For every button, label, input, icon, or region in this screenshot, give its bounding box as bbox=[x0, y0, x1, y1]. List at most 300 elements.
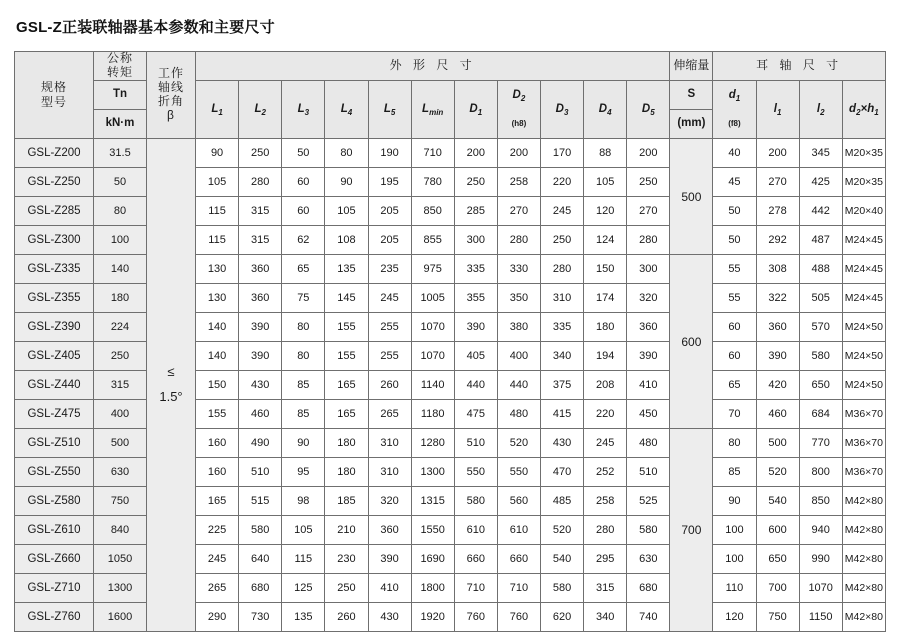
cell-l1: 360 bbox=[756, 313, 799, 342]
cell-l1: 278 bbox=[756, 197, 799, 226]
cell-L4: 155 bbox=[325, 313, 368, 342]
cell-D3: 620 bbox=[541, 603, 584, 632]
cell-expansion: 700 bbox=[670, 429, 713, 632]
table-row bbox=[15, 545, 886, 574]
cell-d1: 100 bbox=[713, 545, 756, 574]
cell-L4: 80 bbox=[325, 139, 368, 168]
header-d2h1: $d_2\times h_1$ bbox=[842, 81, 885, 139]
header-D3: $D_3$ bbox=[541, 81, 584, 139]
table-row bbox=[15, 487, 886, 516]
cell-L4: 155 bbox=[325, 342, 368, 371]
header-d1-tol: (f8) bbox=[713, 110, 756, 139]
cell-D2: 710 bbox=[497, 574, 540, 603]
cell-l2: 487 bbox=[799, 226, 842, 255]
cell-Lmin: 1280 bbox=[411, 429, 454, 458]
cell-D4: 150 bbox=[584, 255, 627, 284]
cell-D5: 200 bbox=[627, 139, 670, 168]
cell-L3: 105 bbox=[282, 516, 325, 545]
cell-D5: 390 bbox=[627, 342, 670, 371]
cell-torque: 840 bbox=[94, 516, 147, 545]
table-body bbox=[15, 139, 886, 632]
cell-D3: 430 bbox=[541, 429, 584, 458]
cell-L1: 140 bbox=[196, 342, 239, 371]
cell-l1: 540 bbox=[756, 487, 799, 516]
cell-D4: 105 bbox=[584, 168, 627, 197]
cell-d1: 40 bbox=[713, 139, 756, 168]
cell-D1: 440 bbox=[454, 371, 497, 400]
cell-d1: 55 bbox=[713, 255, 756, 284]
cell-d2h1: M36×70 bbox=[842, 429, 885, 458]
cell-D3: 520 bbox=[541, 516, 584, 545]
cell-L3: 90 bbox=[282, 429, 325, 458]
cell-D5: 300 bbox=[627, 255, 670, 284]
cell-Lmin: 1800 bbox=[411, 574, 454, 603]
cell-D3: 580 bbox=[541, 574, 584, 603]
cell-L1: 115 bbox=[196, 197, 239, 226]
cell-L3: 85 bbox=[282, 400, 325, 429]
cell-L5: 260 bbox=[368, 371, 411, 400]
cell-D4: 258 bbox=[584, 487, 627, 516]
cell-torque: 80 bbox=[94, 197, 147, 226]
header-D2: $D_2$ bbox=[497, 81, 540, 110]
cell-l1: 200 bbox=[756, 139, 799, 168]
cell-d2h1: M20×35 bbox=[842, 139, 885, 168]
cell-L5: 265 bbox=[368, 400, 411, 429]
cell-L2: 315 bbox=[239, 226, 282, 255]
header-L5: $L_5$ bbox=[368, 81, 411, 139]
cell-D1: 390 bbox=[454, 313, 497, 342]
cell-D1: 660 bbox=[454, 545, 497, 574]
cell-D2: 610 bbox=[497, 516, 540, 545]
cell-L1: 140 bbox=[196, 313, 239, 342]
header-row-1 bbox=[15, 52, 886, 81]
cell-L3: 50 bbox=[282, 139, 325, 168]
cell-D3: 220 bbox=[541, 168, 584, 197]
cell-Lmin: 975 bbox=[411, 255, 454, 284]
table-row bbox=[15, 400, 886, 429]
cell-L1: 155 bbox=[196, 400, 239, 429]
cell-d1: 80 bbox=[713, 429, 756, 458]
cell-D4: 295 bbox=[584, 545, 627, 574]
header-L1: $L_1$ bbox=[196, 81, 239, 139]
cell-D2: 480 bbox=[497, 400, 540, 429]
table-row bbox=[15, 139, 886, 168]
cell-L4: 108 bbox=[325, 226, 368, 255]
cell-D4: 174 bbox=[584, 284, 627, 313]
cell-L4: 210 bbox=[325, 516, 368, 545]
cell-L1: 245 bbox=[196, 545, 239, 574]
header-angle: 工作 轴线 折角 β bbox=[147, 52, 196, 139]
cell-L4: 165 bbox=[325, 400, 368, 429]
cell-D3: 540 bbox=[541, 545, 584, 574]
cell-D2: 258 bbox=[497, 168, 540, 197]
cell-D4: 88 bbox=[584, 139, 627, 168]
header-D5: $D_5$ bbox=[627, 81, 670, 139]
table-row bbox=[15, 313, 886, 342]
cell-expansion: 500 bbox=[670, 139, 713, 255]
cell-torque: 1300 bbox=[94, 574, 147, 603]
cell-model: GSL-Z660 bbox=[15, 545, 94, 574]
cell-L5: 195 bbox=[368, 168, 411, 197]
cell-torque: 750 bbox=[94, 487, 147, 516]
header-L4: $L_4$ bbox=[325, 81, 368, 139]
cell-L5: 390 bbox=[368, 545, 411, 574]
cell-d1: 60 bbox=[713, 342, 756, 371]
cell-model: GSL-Z355 bbox=[15, 284, 94, 313]
header-l2: $l_2$ bbox=[799, 81, 842, 139]
cell-torque: 1050 bbox=[94, 545, 147, 574]
cell-D2: 560 bbox=[497, 487, 540, 516]
cell-d2h1: M42×80 bbox=[842, 574, 885, 603]
header-expansion: 伸缩量 bbox=[670, 52, 713, 81]
cell-D4: 252 bbox=[584, 458, 627, 487]
cell-D5: 480 bbox=[627, 429, 670, 458]
cell-L1: 150 bbox=[196, 371, 239, 400]
cell-D4: 208 bbox=[584, 371, 627, 400]
table-row bbox=[15, 429, 886, 458]
cell-D2: 550 bbox=[497, 458, 540, 487]
cell-D1: 710 bbox=[454, 574, 497, 603]
cell-L3: 60 bbox=[282, 197, 325, 226]
cell-L3: 60 bbox=[282, 168, 325, 197]
cell-d1: 110 bbox=[713, 574, 756, 603]
cell-D4: 180 bbox=[584, 313, 627, 342]
cell-L3: 62 bbox=[282, 226, 325, 255]
cell-torque: 50 bbox=[94, 168, 147, 197]
cell-D1: 335 bbox=[454, 255, 497, 284]
cell-l2: 505 bbox=[799, 284, 842, 313]
header-model: 规格 型号 bbox=[15, 52, 94, 139]
header-row-2 bbox=[15, 81, 886, 110]
cell-model: GSL-Z200 bbox=[15, 139, 94, 168]
cell-L1: 105 bbox=[196, 168, 239, 197]
cell-l2: 770 bbox=[799, 429, 842, 458]
table-row bbox=[15, 255, 886, 284]
cell-d1: 85 bbox=[713, 458, 756, 487]
header-L3: $L_3$ bbox=[282, 81, 325, 139]
cell-L1: 225 bbox=[196, 516, 239, 545]
header-expansion-symbol: S bbox=[670, 81, 713, 110]
cell-D3: 415 bbox=[541, 400, 584, 429]
cell-d2h1: M20×35 bbox=[842, 168, 885, 197]
cell-D2: 200 bbox=[497, 139, 540, 168]
cell-Lmin: 1300 bbox=[411, 458, 454, 487]
header-flange: 耳 轴 尺 寸 bbox=[713, 52, 886, 81]
cell-torque: 31.5 bbox=[94, 139, 147, 168]
cell-torque: 500 bbox=[94, 429, 147, 458]
cell-d1: 100 bbox=[713, 516, 756, 545]
cell-d2h1: M42×80 bbox=[842, 487, 885, 516]
table-row bbox=[15, 603, 886, 632]
cell-Lmin: 1070 bbox=[411, 342, 454, 371]
cell-d1: 70 bbox=[713, 400, 756, 429]
cell-D1: 250 bbox=[454, 168, 497, 197]
cell-D2: 760 bbox=[497, 603, 540, 632]
cell-L2: 360 bbox=[239, 255, 282, 284]
cell-Lmin: 1140 bbox=[411, 371, 454, 400]
cell-L3: 135 bbox=[282, 603, 325, 632]
cell-D1: 405 bbox=[454, 342, 497, 371]
cell-L2: 280 bbox=[239, 168, 282, 197]
cell-L2: 680 bbox=[239, 574, 282, 603]
cell-D3: 485 bbox=[541, 487, 584, 516]
cell-D2: 270 bbox=[497, 197, 540, 226]
cell-D3: 170 bbox=[541, 139, 584, 168]
cell-L4: 145 bbox=[325, 284, 368, 313]
cell-D5: 630 bbox=[627, 545, 670, 574]
cell-l2: 345 bbox=[799, 139, 842, 168]
cell-l1: 520 bbox=[756, 458, 799, 487]
cell-model: GSL-Z610 bbox=[15, 516, 94, 545]
cell-Lmin: 1690 bbox=[411, 545, 454, 574]
cell-D4: 124 bbox=[584, 226, 627, 255]
cell-D3: 250 bbox=[541, 226, 584, 255]
cell-Lmin: 1920 bbox=[411, 603, 454, 632]
table-row bbox=[15, 458, 886, 487]
cell-torque: 630 bbox=[94, 458, 147, 487]
cell-d2h1: M24×45 bbox=[842, 284, 885, 313]
spec-table-container bbox=[0, 37, 900, 632]
table-row bbox=[15, 574, 886, 603]
cell-model: GSL-Z285 bbox=[15, 197, 94, 226]
cell-l1: 650 bbox=[756, 545, 799, 574]
header-d1: $d_1$ bbox=[713, 81, 756, 110]
cell-D1: 285 bbox=[454, 197, 497, 226]
cell-L5: 190 bbox=[368, 139, 411, 168]
cell-torque: 400 bbox=[94, 400, 147, 429]
cell-D5: 410 bbox=[627, 371, 670, 400]
cell-L5: 360 bbox=[368, 516, 411, 545]
cell-l1: 322 bbox=[756, 284, 799, 313]
cell-l1: 292 bbox=[756, 226, 799, 255]
cell-Lmin: 1005 bbox=[411, 284, 454, 313]
cell-D3: 470 bbox=[541, 458, 584, 487]
cell-L5: 255 bbox=[368, 342, 411, 371]
cell-D5: 525 bbox=[627, 487, 670, 516]
cell-l2: 1150 bbox=[799, 603, 842, 632]
cell-L1: 160 bbox=[196, 458, 239, 487]
header-Lmin: $L_{min}$ bbox=[411, 81, 454, 139]
cell-L2: 730 bbox=[239, 603, 282, 632]
cell-Lmin: 855 bbox=[411, 226, 454, 255]
cell-l2: 580 bbox=[799, 342, 842, 371]
cell-d1: 45 bbox=[713, 168, 756, 197]
cell-D3: 375 bbox=[541, 371, 584, 400]
cell-Lmin: 1180 bbox=[411, 400, 454, 429]
cell-L5: 205 bbox=[368, 226, 411, 255]
cell-L1: 290 bbox=[196, 603, 239, 632]
cell-d1: 55 bbox=[713, 284, 756, 313]
cell-d2h1: M24×50 bbox=[842, 313, 885, 342]
cell-D4: 315 bbox=[584, 574, 627, 603]
cell-D2: 350 bbox=[497, 284, 540, 313]
cell-torque: 100 bbox=[94, 226, 147, 255]
cell-d2h1: M24×45 bbox=[842, 255, 885, 284]
cell-model: GSL-Z580 bbox=[15, 487, 94, 516]
cell-model: GSL-Z250 bbox=[15, 168, 94, 197]
cell-D3: 340 bbox=[541, 342, 584, 371]
cell-L2: 360 bbox=[239, 284, 282, 313]
cell-d1: 50 bbox=[713, 197, 756, 226]
cell-d2h1: M24×45 bbox=[842, 226, 885, 255]
header-l1: $l_1$ bbox=[756, 81, 799, 139]
cell-l1: 270 bbox=[756, 168, 799, 197]
cell-L2: 250 bbox=[239, 139, 282, 168]
cell-D2: 440 bbox=[497, 371, 540, 400]
cell-L3: 80 bbox=[282, 313, 325, 342]
cell-D2: 280 bbox=[497, 226, 540, 255]
cell-D3: 310 bbox=[541, 284, 584, 313]
header-torque-unit: kN·m bbox=[94, 110, 147, 139]
cell-D1: 610 bbox=[454, 516, 497, 545]
cell-l2: 990 bbox=[799, 545, 842, 574]
cell-Lmin: 710 bbox=[411, 139, 454, 168]
header-torque-title: 公称 转矩 bbox=[94, 52, 147, 81]
cell-L5: 310 bbox=[368, 429, 411, 458]
cell-L4: 135 bbox=[325, 255, 368, 284]
cell-D4: 340 bbox=[584, 603, 627, 632]
cell-D5: 280 bbox=[627, 226, 670, 255]
cell-model: GSL-Z550 bbox=[15, 458, 94, 487]
table-row bbox=[15, 516, 886, 545]
cell-model: GSL-Z440 bbox=[15, 371, 94, 400]
cell-d1: 50 bbox=[713, 226, 756, 255]
table-head bbox=[15, 52, 886, 139]
cell-D5: 680 bbox=[627, 574, 670, 603]
cell-torque: 1600 bbox=[94, 603, 147, 632]
cell-L4: 180 bbox=[325, 458, 368, 487]
cell-L4: 180 bbox=[325, 429, 368, 458]
cell-l2: 850 bbox=[799, 487, 842, 516]
cell-l2: 650 bbox=[799, 371, 842, 400]
cell-model: GSL-Z390 bbox=[15, 313, 94, 342]
cell-l1: 420 bbox=[756, 371, 799, 400]
cell-D4: 245 bbox=[584, 429, 627, 458]
cell-D1: 355 bbox=[454, 284, 497, 313]
cell-Lmin: 1550 bbox=[411, 516, 454, 545]
cell-L1: 165 bbox=[196, 487, 239, 516]
cell-D1: 760 bbox=[454, 603, 497, 632]
header-L2: $L_2$ bbox=[239, 81, 282, 139]
cell-L2: 390 bbox=[239, 313, 282, 342]
cell-torque: 315 bbox=[94, 371, 147, 400]
cell-model: GSL-Z335 bbox=[15, 255, 94, 284]
cell-L4: 90 bbox=[325, 168, 368, 197]
cell-L1: 160 bbox=[196, 429, 239, 458]
cell-L3: 80 bbox=[282, 342, 325, 371]
cell-d2h1: M42×80 bbox=[842, 516, 885, 545]
table-row bbox=[15, 226, 886, 255]
header-D1: $D_1$ bbox=[454, 81, 497, 139]
cell-d2h1: M42×80 bbox=[842, 545, 885, 574]
cell-D1: 550 bbox=[454, 458, 497, 487]
cell-L3: 95 bbox=[282, 458, 325, 487]
cell-D4: 220 bbox=[584, 400, 627, 429]
header-outer-dims: 外 形 尺 寸 bbox=[196, 52, 670, 81]
cell-L4: 105 bbox=[325, 197, 368, 226]
cell-L3: 115 bbox=[282, 545, 325, 574]
cell-L3: 125 bbox=[282, 574, 325, 603]
cell-d2h1: M42×80 bbox=[842, 603, 885, 632]
cell-L4: 165 bbox=[325, 371, 368, 400]
cell-D5: 510 bbox=[627, 458, 670, 487]
cell-d2h1: M36×70 bbox=[842, 400, 885, 429]
cell-L2: 460 bbox=[239, 400, 282, 429]
cell-D3: 245 bbox=[541, 197, 584, 226]
cell-D3: 335 bbox=[541, 313, 584, 342]
cell-d1: 90 bbox=[713, 487, 756, 516]
cell-L2: 390 bbox=[239, 342, 282, 371]
cell-model: GSL-Z710 bbox=[15, 574, 94, 603]
cell-L2: 515 bbox=[239, 487, 282, 516]
table-row bbox=[15, 342, 886, 371]
cell-D1: 580 bbox=[454, 487, 497, 516]
cell-D3: 280 bbox=[541, 255, 584, 284]
cell-D4: 194 bbox=[584, 342, 627, 371]
cell-Lmin: 850 bbox=[411, 197, 454, 226]
cell-torque: 180 bbox=[94, 284, 147, 313]
cell-l1: 750 bbox=[756, 603, 799, 632]
cell-L5: 235 bbox=[368, 255, 411, 284]
cell-L5: 430 bbox=[368, 603, 411, 632]
cell-l1: 390 bbox=[756, 342, 799, 371]
cell-L3: 75 bbox=[282, 284, 325, 313]
cell-d2h1: M36×70 bbox=[842, 458, 885, 487]
cell-L2: 580 bbox=[239, 516, 282, 545]
cell-d2h1: M20×40 bbox=[842, 197, 885, 226]
cell-D2: 400 bbox=[497, 342, 540, 371]
cell-d2h1: M24×50 bbox=[842, 371, 885, 400]
cell-torque: 140 bbox=[94, 255, 147, 284]
cell-L1: 115 bbox=[196, 226, 239, 255]
page-title: GSL-Z正装联轴器基本参数和主要尺寸 bbox=[16, 19, 275, 36]
cell-D4: 120 bbox=[584, 197, 627, 226]
cell-model: GSL-Z760 bbox=[15, 603, 94, 632]
cell-L3: 98 bbox=[282, 487, 325, 516]
cell-L2: 640 bbox=[239, 545, 282, 574]
cell-D1: 510 bbox=[454, 429, 497, 458]
cell-l2: 684 bbox=[799, 400, 842, 429]
cell-Lmin: 780 bbox=[411, 168, 454, 197]
cell-L1: 130 bbox=[196, 284, 239, 313]
cell-L4: 260 bbox=[325, 603, 368, 632]
cell-L5: 320 bbox=[368, 487, 411, 516]
cell-L3: 85 bbox=[282, 371, 325, 400]
table-row bbox=[15, 197, 886, 226]
cell-L4: 250 bbox=[325, 574, 368, 603]
cell-angle: ≤ 1.5° bbox=[147, 139, 196, 632]
cell-Lmin: 1070 bbox=[411, 313, 454, 342]
header-D2-tol: (h8) bbox=[497, 110, 540, 139]
cell-D1: 200 bbox=[454, 139, 497, 168]
cell-D5: 580 bbox=[627, 516, 670, 545]
cell-expansion: 600 bbox=[670, 255, 713, 429]
cell-L2: 430 bbox=[239, 371, 282, 400]
cell-l2: 570 bbox=[799, 313, 842, 342]
header-torque-symbol: Tn bbox=[94, 81, 147, 110]
cell-L5: 255 bbox=[368, 313, 411, 342]
cell-L4: 185 bbox=[325, 487, 368, 516]
table-row bbox=[15, 168, 886, 197]
cell-L1: 90 bbox=[196, 139, 239, 168]
cell-D2: 380 bbox=[497, 313, 540, 342]
cell-L5: 310 bbox=[368, 458, 411, 487]
cell-D2: 330 bbox=[497, 255, 540, 284]
cell-D5: 450 bbox=[627, 400, 670, 429]
table-row bbox=[15, 284, 886, 313]
cell-d1: 120 bbox=[713, 603, 756, 632]
cell-L2: 510 bbox=[239, 458, 282, 487]
